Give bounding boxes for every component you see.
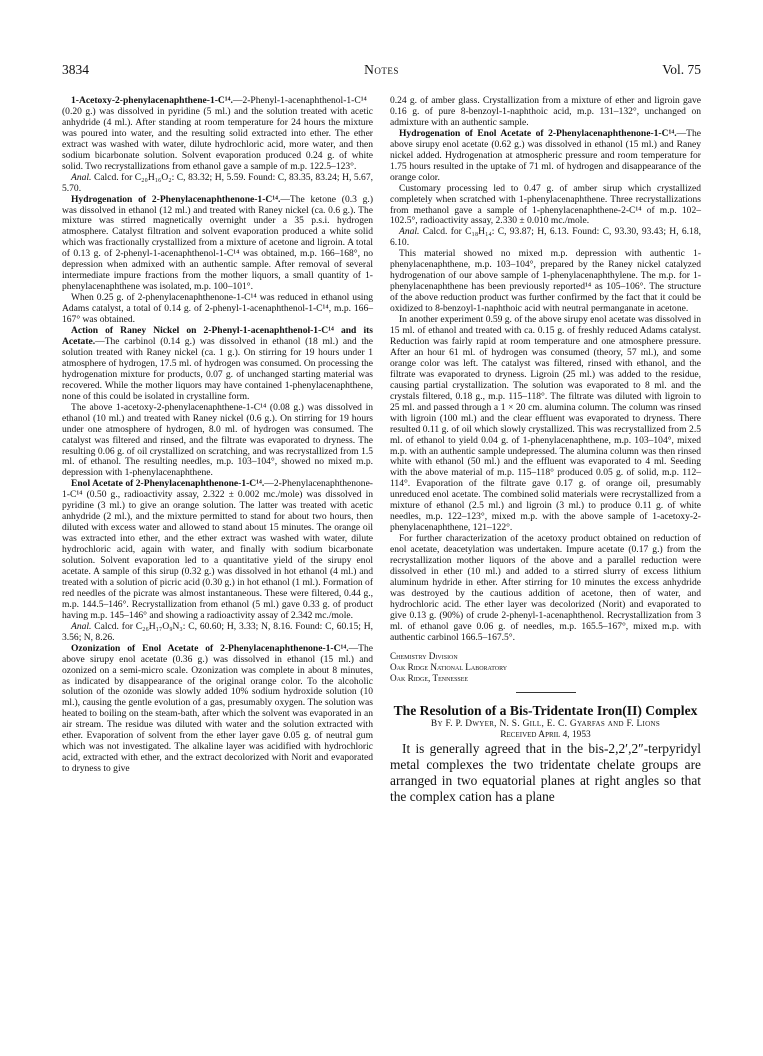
paragraph: [62, 403, 373, 480]
paragraph: [62, 644, 373, 775]
article-title: The Resolution of a Bis-Tridentate Iron(II) Complex: [393, 702, 698, 718]
paragraph-text: Customary processing led to 0.47 g. of amber sirup which crystallized completely when scratched with 1-phenylacenaphthene. Three recrystallizations from methanol gave a sample of 1-phenylacenaphthene-2-C¹⁴ of m.p. 102–102.5°, radioactivity assay, 2.330 ± 0.010 mc./mole.: [390, 182, 701, 227]
paragraph: [62, 326, 373, 403]
paragraph-text: Calcd. for C₂₆H₁₇O₉N₃: C, 60.60; H, 3.33; N, 8.16. Found: C, 60.15; H, 3.56; N, 8.26.: [62, 620, 373, 643]
right-column: [390, 96, 701, 805]
paragraph: [62, 622, 373, 644]
paragraph-heading: Ozonization of Enol Acetate of 2-Phenylacenaphthenone-1-C¹⁴.: [71, 642, 349, 654]
paragraph-heading: Hydrogenation of Enol Acetate of 2-Phenylacenaphthenone-1-C¹⁴.: [399, 127, 677, 139]
paragraph-text: For further characterization of the acetoxy product obtained on reduction of enol acetate, deacetylation was undertaken. Impure acetate (0.17 g.) from the recrystallization mother liquors of the above and a parallel reduction were dissolved in ether (10 ml.) and added to a stirred slurry of excess lithium aluminum hydride in ether. After stirring for 10 minutes the excess anhydride was destroyed by the cautious addition of acetone, then of water, and hydrochloric acid. The ether layer was decolorized (Norit) and evaporated to give 0.13 g. (90%) of crude 2-phenyl-1-acenaphthenol. Recrystallization from 3 ml. of ethanol gave 0.06 g. of needles, m.p. 165.5–167°, mixed m.p. with authentic carbinol 166.5–167.5°.: [390, 533, 701, 643]
left-column: [62, 96, 373, 775]
affiliation-location: Oak Ridge, Tennessee: [390, 672, 469, 683]
affiliation-laboratory: Oak Ridge National Laboratory: [390, 661, 508, 672]
article-opening-paragraph: It is generally agreed that in the bis-2,2′,2″-terpyridyl metal complexes the two tridentate chelate groups are arranged in two equatorial planes at right angles so that the complex cation has a plane: [390, 740, 701, 805]
paragraph-text: 0.24 g. of amber glass. Crystallization from a mixture of ether and ligroin gave 0.16 g. of pure 8-benzoyl-1-naphthoic acid, m.p. 131–132°, unchanged on admixture with an authentic sample.: [390, 95, 701, 128]
running-header: [62, 62, 701, 80]
paragraph: [62, 293, 373, 326]
paragraph: [390, 227, 701, 249]
paragraph-heading: Enol Acetate of 2-Phenylacenaphthenone-1-C¹⁴.: [71, 478, 265, 490]
paragraph-text: When 0.25 g. of 2-phenylacenaphthenone-1-C¹⁴ was reduced in ethanol using Adams catalyst, a total of 0.14 g. of 2-phenyl-1-acenaphthenol-1-C¹⁴, m.p. 166–167° was obtained.: [62, 292, 373, 326]
paragraph-heading: 1-Acetoxy-2-phenylacenaphthene-1-C¹⁴.: [71, 95, 233, 106]
analysis-label: Anal.: [399, 226, 420, 238]
analysis-label: Anal.: [71, 171, 92, 183]
affiliation: [390, 651, 701, 684]
affiliation-division: Chemistry Division: [390, 650, 458, 661]
paragraph: [390, 534, 701, 644]
article-authors: By F. P. Dwyer, N. S. Gill, E. C. Gyarfas and F. Lions: [430, 718, 661, 729]
paragraph: [62, 195, 373, 294]
section-divider: [516, 692, 576, 693]
paragraph: [390, 249, 701, 315]
paragraph-text: This material showed no mixed m.p. depression with authentic 1-phenylacenaphthene, m.p. 103–104°, prepared by the Raney nickel catalyzed hydrogenation of our above sample of 1-phenylacenaphthylene. The m.p. for 1-phenylacenaphthene has been previously reported¹⁴ as 105–106°. The structure of the above reduction product was further confirmed by the fact that it could be oxidized to 8-benzoyl-1-naphthoic acid with neutral permanganate in acetone.: [390, 248, 701, 315]
page-number: 3834: [62, 62, 89, 77]
paragraph-text: —The ketone (0.3 g.) was dissolved in ethanol (12 ml.) and treated with Raney nickel (ca. 0.6 g.). The mixture was stirred magnetically overnight under a 35 p.s.i. hydrogen atmosphere. Catalyst filtration and solvent evaporation produced a white solid which was fractionally crystallized from a mixture of acetone and ligroin. A total of 0.13 g. of 2-phenyl-1-acenaphthenol-1-C¹⁴ was obtained, m.p. 166–168°, no depression when admixed with an authentic sample. After removal of several intermediate impure fractions from the mother liquors, a small quantity of 1-phenylacenaphthene was isolated, m.p. 100–101°.: [62, 193, 373, 293]
received-date: Received April 4, 1953: [500, 729, 591, 740]
paragraph-text: —The above sirupy enol acetate (0.62 g.) was dissolved in ethanol (15 ml.) and Raney nickel added. Hydrogenation at atmospheric pressure and room temperature for 1.75 hours resulted in the uptake of 71 ml. of hydrogen and disappearance of the orange color.: [390, 127, 701, 183]
paragraph-heading: Action of Raney Nickel on 2-Phenyl-1-acenaphthenol-1-C¹⁴ and its Acetate.: [62, 325, 373, 347]
paragraph: [390, 96, 701, 129]
paragraph-text: The above 1-acetoxy-2-phenylacenaphthene-1-C¹⁴ (0.08 g.) was dissolved in ethanol (10 ml.) and treated with Raney nickel (0.6 g.). On stirring for 19 hours under one atmosphere of hydrogen, 8.0 ml. of hydrogen was consumed. The catalyst was filtered and rinsed, and the filtrate was evaporated to dryness. The resulting 0.06 g. of oil crystallized on scratching, and was recrystallized from 1.5 ml. of ethanol. The resulting needles, m.p. 103–104°, showed no mixed m.p. depression with 1-phenylacenaphthene.: [62, 401, 373, 479]
paragraph: [62, 96, 373, 173]
paragraph-text: —2-Phenyl-1-acenaphthenol-1-C¹⁴ (0.20 g.) was dissolved in pyridine (5 ml.) and the solution treated with acetic anhydride (4 ml.). After standing at room temperature for 24 hours the mixture was poured into water, and the resulting solid extracted into ether. The ether extract was washed with water, dilute hydrochloric acid, more water, and then sodium bicarbonate solution. Solvent evaporation produced 0.24 g. of white solid. Two recrystallizations from ethanol gave a sample of m.p. 122.5–123°.: [62, 95, 373, 172]
paragraph: [390, 315, 701, 534]
paragraph-text: —The above sirupy enol acetate (0.36 g.) was dissolved in ethanol (15 ml.) and ozonized on a semi-micro scale. Ozonization was complete in about 8 minutes, as indicated by disappearance of the original orange color. To the alcoholic solution of the ozonide was slowly added 10% sodium hydroxide solution (10 ml.), causing the gentle evolution of a gas, presumably oxygen. The solution was heated to boiling on the steam-bath, after which the solvent was evaporated in an air stream. The residue was diluted with water and the solution extracted with ether. Evaporation of solvent from the ether layer gave 0.05 g. of neutral gum which was not investigated. The alkaline layer was acidified with hydrochloric acid, extracted with ether, and the extract decolorized with Norit and evaporated to dryness to give: [62, 642, 373, 775]
analysis-label: Anal.: [71, 620, 92, 632]
paragraph-text: In another experiment 0.59 g. of the above sirupy enol acetate was dissolved in 15 ml. of ethanol and treated with ca. 0.15 g. of freshly reduced Adams catalyst. Reduction was fairly rapid at room temperature and one atmosphere pressure. After an hour 61 ml. of hydrogen was consumed (theory, 57 ml.), and some orange color was left. The catalyst was filtered, rinsed with ethanol, and the filtrate was evaporated to dryness. Ligroin (25 ml.) was added to the residue, causing partial crystallization. The solution was evaporated to 8 ml. and the crystals filtered, 0.18 g., m.p. 115–118°. The filtrate was diluted with ligroin to 25 ml. and passed through a 1 × 20 cm. alumina column. The column was rinsed with ligroin (100 ml.) and the clear effluent was evaporated to dryness. There resulted 0.11 g. of oil which slowly crystallized. This was recrystallized from 2.5 ml. of ethanol to yield 0.04 g. of 1-phenylacenaphthene, m.p. 103–104°, mixed m.p. with an authentic sample undepressed. The alumina column was then rinsed white with ethanol (50 ml.) and the effluent was evaporated to 4 ml. Seeding with the above material of m.p. 115–118° produced 0.05 g. of solid, m.p. 112–114°. Evaporation of the filtrate gave 0.17 g. of orange oil, presumably unreduced enol acetate. The combined solid materials were recrystallized from a mixture of ethanol (2.5 ml.) and ligroin (3 ml.) to produce 0.11 g. of white needles, m.p. 122–123°, mixed m.p. with the above sample of 1-acetoxy-2-phenylacenaphthene, 121–122°.: [390, 314, 701, 534]
paragraph: [390, 129, 701, 184]
section-title: Notes: [364, 62, 399, 77]
paragraph: [62, 479, 373, 621]
paragraph: [390, 184, 701, 228]
paragraph-heading: Hydrogenation of 2-Phenylacenaphthenone-1-C¹⁴.: [71, 193, 281, 205]
paragraph-text: —The carbinol (0.14 g.) was dissolved in ethanol (18 ml.) and the solution treated with Raney nickel (ca. 1 g.). On stirring for 19 hours under 1 atmosphere of hydrogen, 17.5 ml. of hydrogen was consumed. On processing the hydrogenation mixture for products, 0.07 g. of unchanged starting material was recovered. While the mother liquors may have contained 1-phenylacenaphthene, none of this could be isolated in crystalline form.: [62, 335, 373, 402]
right-column-paragraphs: [390, 96, 701, 644]
paragraph-text: Calcd. for C₁₈H₁₄: C, 93.87; H, 6.13. Found: C, 93.30, 93.43; H, 6.18, 6.10.: [390, 226, 701, 249]
paragraph-text: Calcd. for C₂₀H₁₆O₂: C, 83.32; H, 5.59. Found: C, 83.35, 83.24; H, 5.67, 5.70.: [62, 171, 373, 194]
volume-number: Vol. 75: [662, 62, 701, 77]
paragraph-text: —2-Phenylacenaphthenone-1-C¹⁴ (0.50 g., radioactivity assay, 2.322 ± 0.002 mc./mole) was dissolved in pyridine (3 ml.) to give an orange solution. The latter was treated with acetic anhydride (2 ml.), and the mixture permitted to stand for about two hours, then diluted with excess water and allowed to stand about 15 minutes. The orange oil was extracted into ether, and the ether extract was washed with water, dilute hydrochloric acid, again with water, and finally with sodium bicarbonate solution. Solvent evaporation led to a quantitative yield of the sirupy enol acetate. A sample of this sirup (0.32 g.) was dissolved in hot ethanol (4 ml.) and treated with a solution of picric acid (0.30 g.) in hot ethanol (1 ml.). Formation of red needles of the picrate was almost instantaneous. These were filtered, 0.44 g., m.p. 144.5–146°. Recrystallization from ethanol (5 ml.) gave 0.33 g. of product having m.p. 145–146° and showing a radioactivity assay of 2.342 mc./mole.: [62, 478, 373, 621]
paragraph: [62, 173, 373, 195]
